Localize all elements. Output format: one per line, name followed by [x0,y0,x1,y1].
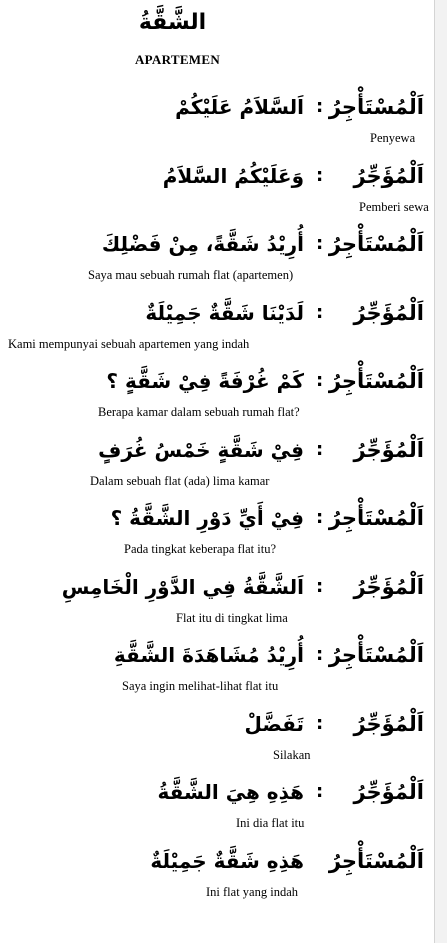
speaker-label: اَلْمُسْتَأْجِرُ [328,848,424,873]
colon-separator: : [316,575,324,597]
arabic-line [0,362,434,402]
speaker-label: اَلْمُسْتَأْجِرُ [328,232,424,256]
colon-separator: : [316,233,324,254]
arabic-utterance: كَمْ غُرْفَةً فِيْ شَقَّةٍ ؟ [106,369,304,393]
translation-text: Ini flat yang indah [206,884,298,899]
arabic-line [0,157,434,197]
arabic-utterance: أُرِيْدُ شَقَّةً، مِنْ فَضْلِكَ [101,232,304,256]
dialogue-turn [0,636,434,705]
speaker-label: اَلْمُؤَجِّرُ [353,300,424,325]
speaker-label: اَلْمُؤَجِّرُ [353,437,424,462]
colon-separator: : [316,301,324,323]
colon-separator: : [316,712,324,734]
dialogue-turn [0,499,434,568]
translation-text: Pada tingkat keberapa flat itu? [124,542,277,556]
arabic-line [0,88,434,128]
page-title-arabic: الشَّقَّةُ [138,10,207,35]
arabic-utterance: فِيْ شَقَّةٍ خَمْسُ غُرَفٍ [98,437,304,462]
translation-text: Flat itu di tingkat lima [176,610,288,625]
arabic-line [0,705,434,745]
speaker-label: اَلْمُؤَجِّرُ [353,711,424,736]
colon-separator: : [316,781,324,802]
translation-text: Pemberi sewa [359,199,429,214]
speaker-label: اَلْمُسْتَأْجِرُ [328,369,424,393]
arabic-utterance: فِيْ أَيِّ دَوْرِ الشَّقَّةُ ؟ [110,506,304,530]
arabic-line [0,225,434,265]
dialogue-turn [0,294,434,363]
dialogue-turn [0,842,434,911]
translation-text: Penyewa [370,131,416,145]
translation-text: Dalam sebuah flat (ada) lima kamar [90,473,270,488]
dialogue-turn [0,157,434,226]
colon-separator: : [316,370,324,391]
speaker-label: اَلْمُؤَجِّرُ [353,780,424,804]
translation-text: Kami mempunyai sebuah apartemen yang indah [8,336,250,351]
arabic-line [0,499,434,539]
speaker-label: اَلْمُؤَجِّرُ [353,163,424,188]
arabic-utterance: تَفَضَّلْ [244,711,304,736]
colon-separator: : [316,164,324,186]
speaker-label: اَلْمُسْتَأْجِرُ [328,95,424,119]
dialogue-turn [0,705,434,774]
arabic-utterance: اَلشَّقَّةُ فِي الدَّوْرِ الْخَامِسِ [61,574,304,599]
translation-text: Berapa kamar dalam sebuah rumah flat? [98,405,300,419]
arabic-line [0,636,434,676]
translation-text: Saya ingin melihat-lihat flat itu [122,679,279,693]
page-title-indonesian: APARTEMEN [134,52,221,67]
colon-separator: : [316,507,324,528]
translation-text: Ini dia flat itu [236,816,305,830]
arabic-utterance: هَذِهِ هِيَ الشَّقَّةُ [157,780,304,804]
page-edge [434,0,447,943]
speaker-label: اَلْمُؤَجِّرُ [353,574,424,599]
arabic-utterance: اَلسَّلاَمُ عَلَيْكُمْ [175,95,304,119]
arabic-utterance: وَعَلَيْكُمُ السَّلاَمُ [162,163,304,188]
arabic-utterance: هَذِهِ شَقَّةٌ جَمِيْلَةٌ [150,848,304,873]
arabic-utterance: أُرِيْدُ مُشَاهَدَةَ الشَّقَّةِ [113,643,304,667]
dialogue-turn [0,362,434,431]
arabic-line [0,568,434,608]
dialogue [0,88,434,910]
dialogue-turn [0,773,434,842]
dialogue-turn [0,431,434,500]
arabic-line [0,842,434,882]
speaker-label: اَلْمُسْتَأْجِرُ [328,643,424,667]
translation-text: Silakan [273,747,311,762]
colon-separator: : [316,644,324,665]
arabic-line [0,431,434,471]
translation-text: Saya mau sebuah rumah flat (apartemen) [88,268,294,282]
colon-separator: : [316,438,324,460]
dialogue-turn [0,568,434,637]
dialogue-turn [0,88,434,157]
speaker-label: اَلْمُسْتَأْجِرُ [328,506,424,530]
dialogue-turn [0,225,434,294]
arabic-line [0,294,434,334]
arabic-line [0,773,434,813]
colon-separator: : [316,96,324,117]
arabic-utterance: لَدَيْنَا شَقَّةٌ جَمِيْلَةٌ [145,300,304,325]
